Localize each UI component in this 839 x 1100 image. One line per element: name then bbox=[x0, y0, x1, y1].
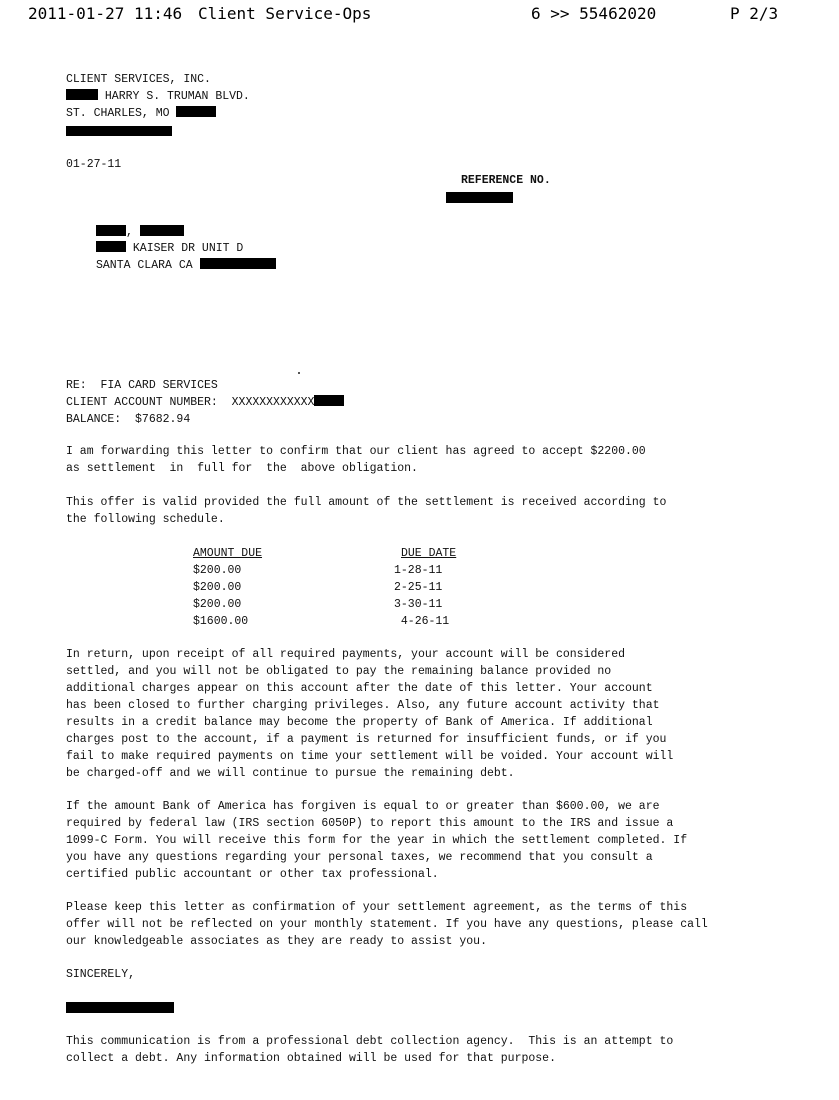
letterhead-street-line bbox=[66, 88, 250, 105]
text-line: collect a debt. Any information obtained will be used for that purpose. bbox=[66, 1052, 556, 1065]
text-line: as settlement in full for the above obligation. bbox=[66, 462, 418, 475]
text-line: fail to make required payments on time your settlement will be voided. Your account will bbox=[66, 750, 674, 763]
text-line: our knowledgeable associates as they are ready to assist you. bbox=[66, 935, 487, 948]
fax-page-number: P 2/3 bbox=[730, 4, 779, 23]
redaction-phone bbox=[66, 126, 172, 136]
recipient-city-line bbox=[96, 257, 276, 274]
fax-sender: Client Service-Ops bbox=[198, 4, 372, 23]
letterhead-street: HARRY S. TRUMAN BLVD. bbox=[104, 90, 250, 103]
paragraph-keep-letter bbox=[66, 899, 708, 950]
account-number-line bbox=[66, 394, 344, 411]
schedule-date: 1-28-11 bbox=[394, 564, 443, 577]
closing: SINCERELY, bbox=[66, 968, 136, 981]
schedule-amount: $200.00 bbox=[193, 564, 242, 577]
text-line: has been closed to further charging privileges. Also, any future account activity that bbox=[66, 699, 660, 712]
text-line: certified public accountant or other tax professional. bbox=[66, 868, 439, 881]
balance-line: BALANCE: $7682.94 bbox=[66, 413, 191, 426]
text-line: Please keep this letter as confirmation of your settlement agreement, as the terms of this bbox=[66, 901, 688, 914]
due-date-header: DUE DATE bbox=[401, 547, 457, 560]
recipient-name-separator: , bbox=[126, 226, 133, 239]
amount-due-header: AMOUNT DUE bbox=[193, 547, 263, 560]
paragraph-offer-validity bbox=[66, 494, 666, 528]
scan-speck bbox=[298, 372, 300, 374]
text-line: If the amount Bank of America has forgiven is equal to or greater than $600.00, we are bbox=[66, 800, 660, 813]
letterhead-company: CLIENT SERVICES, INC. bbox=[66, 73, 211, 86]
account-number-masked: XXXXXXXXXXXX bbox=[231, 396, 315, 409]
fax-number: 6 >> 55462020 bbox=[531, 4, 657, 23]
recipient-name-line bbox=[96, 224, 184, 241]
text-line: be charged-off and we will continue to pursue the remaining debt. bbox=[66, 767, 515, 780]
redaction-signature bbox=[66, 1002, 174, 1013]
redaction-street-number bbox=[66, 89, 98, 100]
redaction-first-name bbox=[140, 225, 184, 236]
account-label: CLIENT ACCOUNT NUMBER: bbox=[66, 396, 218, 409]
reference-label: REFERENCE NO. bbox=[461, 174, 551, 187]
text-line: the following schedule. bbox=[66, 513, 225, 526]
recipient-street-line bbox=[96, 240, 243, 257]
text-line: This communication is from a professional debt collection agency. This is an attempt to bbox=[66, 1035, 674, 1048]
redaction-recipient-street-number bbox=[96, 241, 126, 252]
schedule-amount: $200.00 bbox=[193, 598, 242, 611]
text-line: 1099-C Form. You will receive this form for the year in which the settlement completed. If bbox=[66, 834, 688, 847]
recipient-street: KAISER DR UNIT D bbox=[132, 242, 244, 255]
text-line: required by federal law (IRS section 6050P) to report this amount to the IRS and issue a bbox=[66, 817, 674, 830]
re-line: RE: FIA CARD SERVICES bbox=[66, 379, 218, 392]
debt-collection-disclaimer bbox=[66, 1033, 673, 1067]
text-line: results in a credit balance may become the property of Bank of America. If additional bbox=[66, 716, 653, 729]
letter-date: 01-27-11 bbox=[66, 158, 122, 171]
text-line: This offer is valid provided the full amount of the settlement is received according to bbox=[66, 496, 667, 509]
redaction-recipient-zip bbox=[200, 258, 276, 269]
text-line: additional charges appear on this account after the date of this letter. Your account bbox=[66, 682, 653, 695]
letterhead-city-line bbox=[66, 105, 216, 122]
schedule-amount: $1600.00 bbox=[193, 615, 249, 628]
schedule-date: 3-30-11 bbox=[394, 598, 443, 611]
text-line: charges post to the account, if a payment is returned for insufficient funds, or if you bbox=[66, 733, 667, 746]
text-line: I am forwarding this letter to confirm that our client has agreed to accept $2200.00 bbox=[66, 445, 646, 458]
schedule-amount: $200.00 bbox=[193, 581, 242, 594]
redaction-last-name bbox=[96, 225, 126, 236]
text-line: settled, and you will not be obligated to pay the remaining balance provided no bbox=[66, 665, 612, 678]
paragraph-tax-notice bbox=[66, 798, 687, 883]
schedule-date: 4-26-11 bbox=[394, 615, 450, 628]
schedule-date: 2-25-11 bbox=[394, 581, 443, 594]
text-line: In return, upon receipt of all required payments, your account will be considered bbox=[66, 648, 625, 661]
text-line: offer will not be reflected on your monthly statement. If you have any questions, please call bbox=[66, 918, 708, 931]
paragraph-settlement-offer bbox=[66, 443, 646, 477]
paragraph-settlement-terms bbox=[66, 646, 673, 782]
redaction-zip bbox=[176, 106, 216, 117]
redaction-reference-number bbox=[446, 192, 513, 203]
letterhead-city: ST. CHARLES, MO bbox=[66, 107, 170, 120]
fax-datetime: 2011-01-27 11:46 bbox=[28, 4, 183, 23]
redaction-account-digits bbox=[314, 395, 344, 406]
text-line: you have any questions regarding your personal taxes, we recommend that you consult a bbox=[66, 851, 653, 864]
recipient-city: SANTA CLARA CA bbox=[96, 259, 193, 272]
